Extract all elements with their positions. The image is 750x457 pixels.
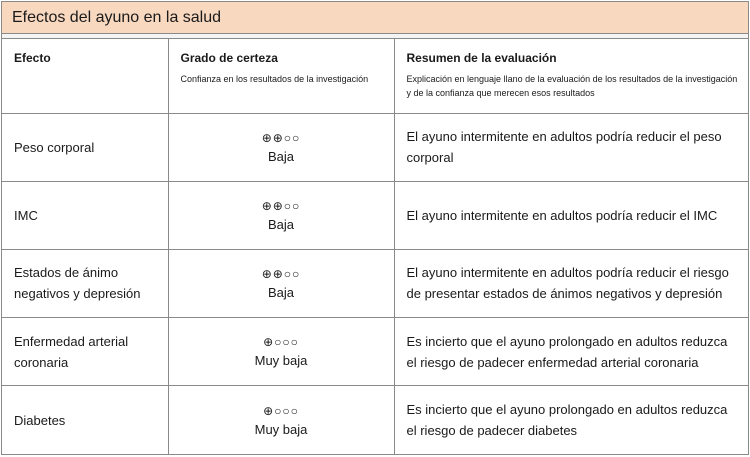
summary-cell: Es incierto que el ayuno prolongado en adultos reduzca el riesgo de padecer enfermedad arterial coronaria <box>394 318 748 386</box>
effect-cell: Enfermedad arterial coronaria <box>2 318 168 386</box>
certainty-cell <box>168 249 394 317</box>
effect-cell: IMC <box>2 181 168 249</box>
effect-cell: Peso corporal <box>2 113 168 181</box>
header-summary-description: Explicación en lenguaje llano de la evaluación de los resultados de la investigación y de la confianza que merecen esos resultados <box>406 74 738 98</box>
certainty-rating-icons: ⊕⊕○○ <box>261 130 301 145</box>
evidence-table <box>2 39 748 454</box>
effect-cell: Estados de ánimo negativos y depresión <box>2 249 168 317</box>
header-effect-label: Efecto <box>14 51 51 65</box>
certainty-level: Muy baja <box>254 421 308 437</box>
certainty-rating-icons: ⊕○○○ <box>263 335 299 350</box>
table-row <box>2 113 748 181</box>
table-row <box>2 181 748 249</box>
effect-cell: Diabetes <box>2 386 168 454</box>
header-certainty-description: Confianza en los resultados de la investigación <box>180 74 369 84</box>
certainty-level: Baja <box>267 216 295 232</box>
header-summary-label: Resumen de la evaluación <box>406 51 557 65</box>
header-summary <box>394 39 748 113</box>
certainty-level: Baja <box>267 148 295 164</box>
header-certainty <box>168 39 394 113</box>
certainty-cell <box>168 318 394 386</box>
summary-cell: El ayuno intermitente en adultos podría reducir el riesgo de presentar estados de ánimos negativos y depresión <box>394 249 748 317</box>
evidence-summary-table-card <box>1 1 749 455</box>
certainty-rating-icons: ⊕⊕○○ <box>261 266 301 281</box>
table-title: Efectos del ayuno en la salud <box>2 2 748 34</box>
certainty-level: Baja <box>267 284 295 300</box>
certainty-cell <box>168 113 394 181</box>
summary-cell: El ayuno intermitente en adultos podría reducir el IMC <box>394 181 748 249</box>
header-row <box>2 39 748 113</box>
table-row <box>2 318 748 386</box>
header-effect <box>2 39 168 113</box>
header-certainty-label: Grado de certeza <box>180 51 278 65</box>
summary-cell: El ayuno intermitente en adultos podría reducir el peso corporal <box>394 113 748 181</box>
certainty-cell <box>168 386 394 454</box>
certainty-rating-icons: ⊕⊕○○ <box>261 198 301 213</box>
certainty-cell <box>168 181 394 249</box>
table-row <box>2 249 748 317</box>
table-row <box>2 386 748 454</box>
summary-cell: Es incierto que el ayuno prolongado en adultos reduzca el riesgo de padecer diabetes <box>394 386 748 454</box>
certainty-level: Muy baja <box>254 353 308 369</box>
certainty-rating-icons: ⊕○○○ <box>263 403 299 418</box>
